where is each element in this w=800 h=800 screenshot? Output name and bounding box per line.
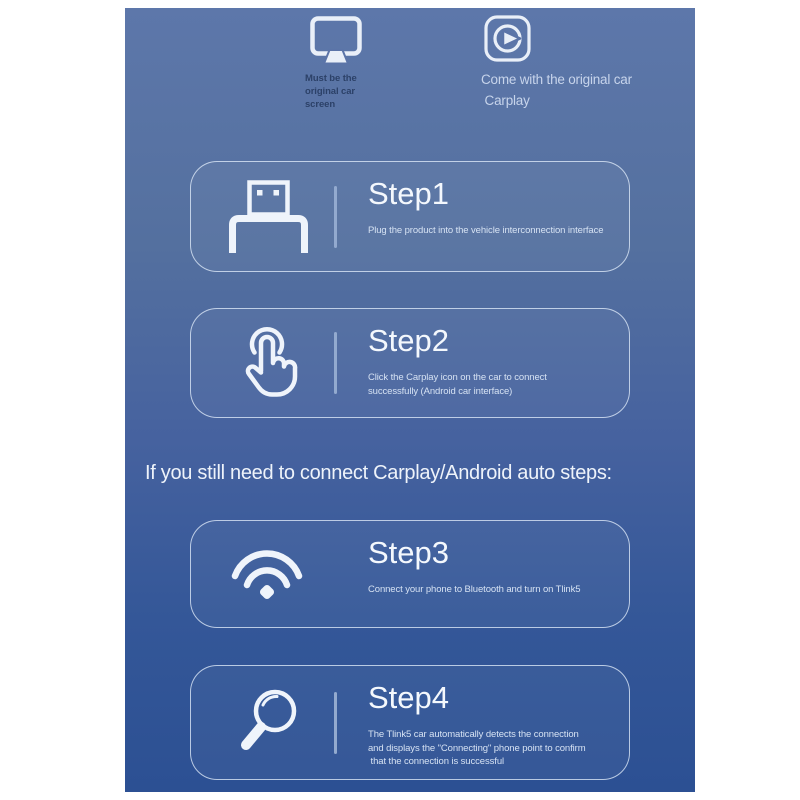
- carplay-caption-line: Carplay: [481, 93, 530, 108]
- step4-card: [190, 665, 630, 780]
- step3-desc-line: Connect your phone to Bluetooth and turn on Tlink5: [368, 584, 581, 595]
- wifi-icon: [191, 521, 346, 627]
- card-divider: [334, 692, 337, 754]
- screen-caption-line: Must be the: [305, 73, 357, 84]
- step4-desc-line: and displays the "Connecting" phone point to confirm: [368, 742, 586, 754]
- step4-description: [368, 728, 586, 769]
- card-divider: [334, 332, 337, 394]
- magnifier-icon: [191, 666, 346, 779]
- step2-desc-line: successfully (Android car interface): [368, 385, 513, 397]
- car-screen-icon: [310, 16, 362, 68]
- step1-title: Step1: [368, 176, 450, 211]
- screen-caption-line: screen: [305, 99, 336, 110]
- usb-plug-icon: [191, 162, 346, 271]
- step3-description: [368, 583, 580, 597]
- step4-desc-line: that the connection is successful: [368, 756, 505, 767]
- carplay-caption-line: Come with the original car: [481, 72, 632, 87]
- blue-panel: [125, 8, 695, 792]
- step3-card: [190, 520, 630, 628]
- step4-title: Step4: [368, 680, 450, 715]
- step1-desc-line: Plug the product into the vehicle interconnection interface: [368, 225, 604, 236]
- step2-title: Step2: [368, 323, 450, 358]
- card-divider: [334, 186, 337, 248]
- step1-card: [190, 161, 630, 272]
- carplay-caption: [481, 69, 632, 111]
- screen-caption: [305, 72, 357, 111]
- step4-desc-line: The Tlink5 car automatically detects the connection: [368, 729, 579, 740]
- tap-hand-icon: [191, 309, 346, 417]
- step2-description: [368, 371, 547, 398]
- step2-desc-line: Click the Carplay icon on the car to connect: [368, 372, 547, 383]
- step1-description: [368, 224, 603, 238]
- step3-title: Step3: [368, 535, 450, 570]
- section-heading: If you still need to connect Carplay/Android auto steps:: [145, 462, 612, 484]
- step2-card: [190, 308, 630, 418]
- screen-caption-line: original car: [305, 86, 356, 97]
- carplay-icon: [484, 15, 531, 62]
